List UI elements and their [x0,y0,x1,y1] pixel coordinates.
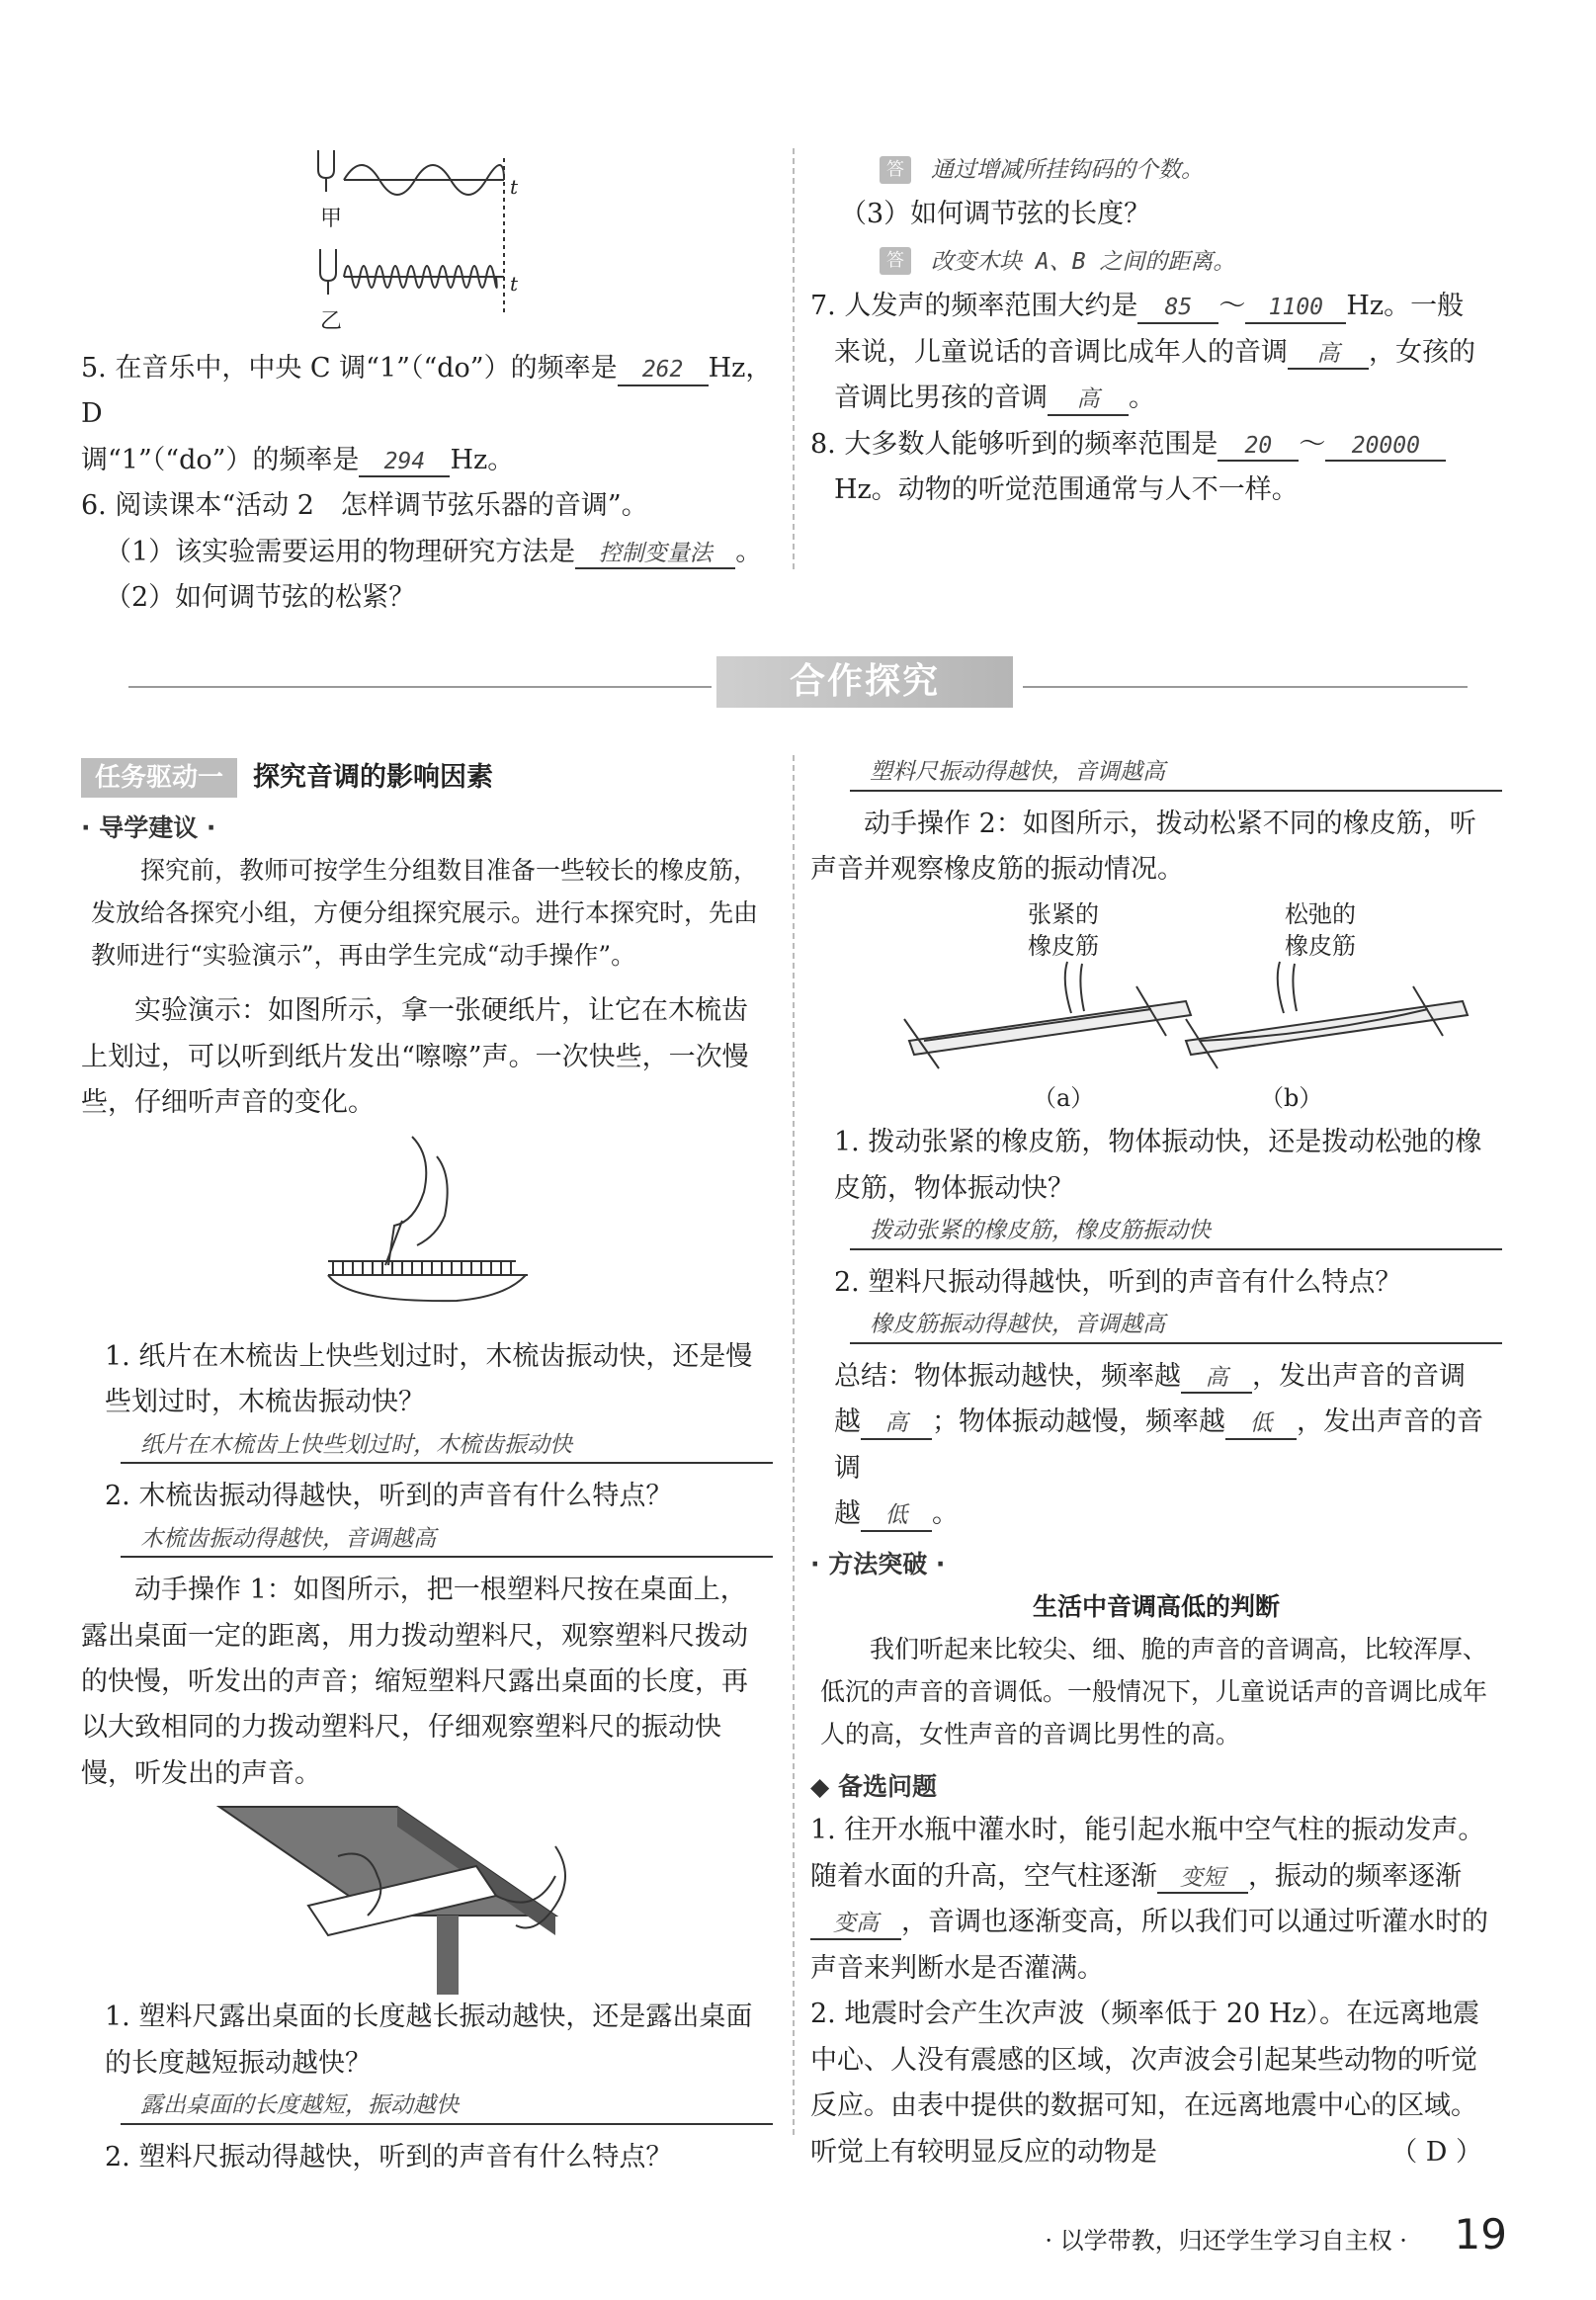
method-heading: · 方法突破 · [810,1550,946,1579]
answer-badge: 答 [880,247,911,275]
rubber-answer-2: 橡皮筋振动得越快，音调越高 [850,1308,1502,1344]
question-6-sub1: （1）该实验需要运用的物理研究方法是 控制变量法 。 [81,530,773,575]
question-5: 5. 在音乐中，中央 C 调“1”（“do”）的频率是 262 Hz，D 调“1”（“do”）的频率是 294 Hz。 [81,346,773,483]
method-text: 我们听起来比较尖、细、脆的声音的音调高，比较浑厚、低沉的声音的音调低。一般情况下，儿童说话声的音调比成年人的高，女性声音的音调比男性的高。 [820,1635,1488,1749]
diamond-icon: ◆ [810,1772,838,1802]
backup-answer-2: （ D ） [1390,2136,1482,2168]
question-8: 8. 大多数人能够听到的频率范围是 20 ～ 20000 Hz。动物的听觉范围通常与人不一样。 [810,422,1502,514]
task-name: 探究音调的影响因素 [253,762,494,793]
backup-question-1: 1. 往开水瓶中灌水时，能引起水瓶中空气柱的振动发声。随着水面的升高，空气柱逐渐 变短 ，振动的频率逐渐变高 ，音调也逐渐变高，所以我们可以通过听灌水时的声音来判断水是否灌满。 [810,1815,1488,1984]
tuning-fork-figure [306,138,553,336]
answer-blank: 294 [359,449,450,478]
answer-note-b: 答 改变木块 A、B 之间的距离。 [810,238,1502,284]
question-6: 6. 阅读课本“活动 2 怎样调节弦乐器的音调”。 [81,490,648,522]
demo-question-1: 1. 纸片在木梳齿上快些划过时，木梳齿振动快，还是慢些划过时，木梳齿振动快？ [105,1340,753,1418]
section-banner [128,652,1468,712]
rubber-answer-1: 拨动张紧的橡皮筋，橡皮筋振动快 [850,1214,1502,1250]
backup-heading: ◆ 备选问题 [810,1772,937,1802]
comb-figure [81,1127,773,1334]
bottom-right-column [810,755,1502,2175]
task-heading [81,755,773,801]
task-badge: 任务驱动一 [81,758,237,798]
backup-question-2: 2. 地震时会产生次声波（频率低于 20 Hz）。在远离地震中心、人没有震感的区域，次声波会引起某些动物的听觉反应。由表中提供的数据可知，在远离地震中心的区域。听觉上有较明显反应的动物是 （ D ） [810,1992,1502,2175]
top-right-column [810,146,1502,514]
axis-t-1: t [510,175,519,199]
answer-note-a: 答 通过增减所挂钩码的个数。 [810,146,1502,192]
answer-badge: 答 [880,156,911,184]
demo-answer-2: 木梳齿振动得越快，音调越高 [121,1522,773,1559]
answer-blank: 控制变量法 [575,541,735,570]
fork-label-yi: 乙 [320,309,343,334]
guide-text: 探究前，教师可按学生分组数目准备一些较长的橡皮筋，发放给各探究小组，方便分组探究展示。进行本探究时，先由教师进行“实验演示”，再由学生完成“动手操作”。 [91,856,759,971]
question-7: 7. 人发声的频率范围大约是 85 ～ 1100 Hz。一般 来说，儿童说话的音调比成年人的音调 高 ，女孩的 音调比男孩的音调 高 。 [810,284,1502,421]
fig-b-label-1: 松弛的 [1285,900,1356,929]
demo-answer-1: 纸片在木梳齿上快些划过时，木梳齿振动快 [121,1428,773,1465]
page-number: 19 [1454,2210,1507,2258]
rubber-band-figure [810,893,1502,1120]
section-title: 合作探究 [716,656,1013,708]
operation-question-1: 1. 塑料尺露出桌面的长度越长振动越快，还是露出桌面的长度越短振动越快？ [105,2002,753,2079]
demo-text: 实验演示：如图所示，拿一张硬纸片，让它在木梳齿上划过，可以听到纸片发出“嚓嚓”声。一次快些，一次慢些，仔细听声音的变化。 [81,995,749,1119]
operation-2-text: 动手操作 2：如图所示，拨动松紧不同的橡皮筋，听声音并观察橡皮筋的振动情况。 [810,808,1476,885]
fork-label-jia: 甲 [320,207,343,231]
question-6-sub3: （3）如何调节弦的长度？ [840,199,1151,230]
fig-a-label-1: 张紧的 [1028,900,1099,929]
fig-b-label-2: 橡皮筋 [1285,932,1356,961]
operation-question-2: 2. 塑料尺振动得越快，听到的声音有什么特点？ [105,2141,673,2172]
fig-b-caption: （b） [1260,1084,1323,1113]
rubber-question-1: 1. 拨动张紧的橡皮筋，物体振动快，还是拨动松弛的橡皮筋，物体振动快？ [834,1127,1482,1204]
operation-answer-1: 露出桌面的长度越短，振动越快 [121,2088,773,2125]
fig-a-label-2: 橡皮筋 [1028,932,1099,961]
page-footer [1045,2199,1507,2270]
bottom-left-column [81,755,773,2180]
demo-question-2: 2. 木梳齿振动得越快，听到的声音有什么特点？ [105,1481,673,1512]
guide-heading: · 导学建议 · [81,813,216,843]
operation-answer-2: 塑料尺振动得越快，音调越高 [850,755,1502,792]
operation-1-text: 动手操作 1：如图所示，把一根塑料尺按在桌面上，露出桌面一定的距离，用力拨动塑料尺，观察塑料尺拨动的快慢，听发出的声音；缩短塑料尺露出桌面的长度，再以大致相同的力拨动塑料尺，仔细观察塑料尺的振动快慢，听发出的声音。 [81,1575,748,1789]
method-title: 生活中音调高低的判断 [1032,1592,1280,1622]
column-divider-top [793,148,795,573]
top-left-column [81,346,773,622]
ruler-figure [81,1797,773,1995]
answer-blank: 262 [618,357,709,386]
question-6-sub2: （2）如何调节弦的松紧？ [105,582,416,614]
column-divider-bottom [793,755,795,2139]
footer-motto: · 以学带教，归还学生学习自主权 · [1045,2227,1407,2255]
fig-a-caption: （a） [1033,1084,1095,1113]
axis-t-2: t [510,272,519,296]
rubber-question-2: 2. 塑料尺振动得越快，听到的声音有什么特点？ [834,1266,1402,1298]
summary: 总结：物体振动越快，频率越 高 ，发出声音的音调 越 高 ；物体振动越慢，频率越 低 ，发出声音的音调 越 低 。 [810,1354,1502,1538]
